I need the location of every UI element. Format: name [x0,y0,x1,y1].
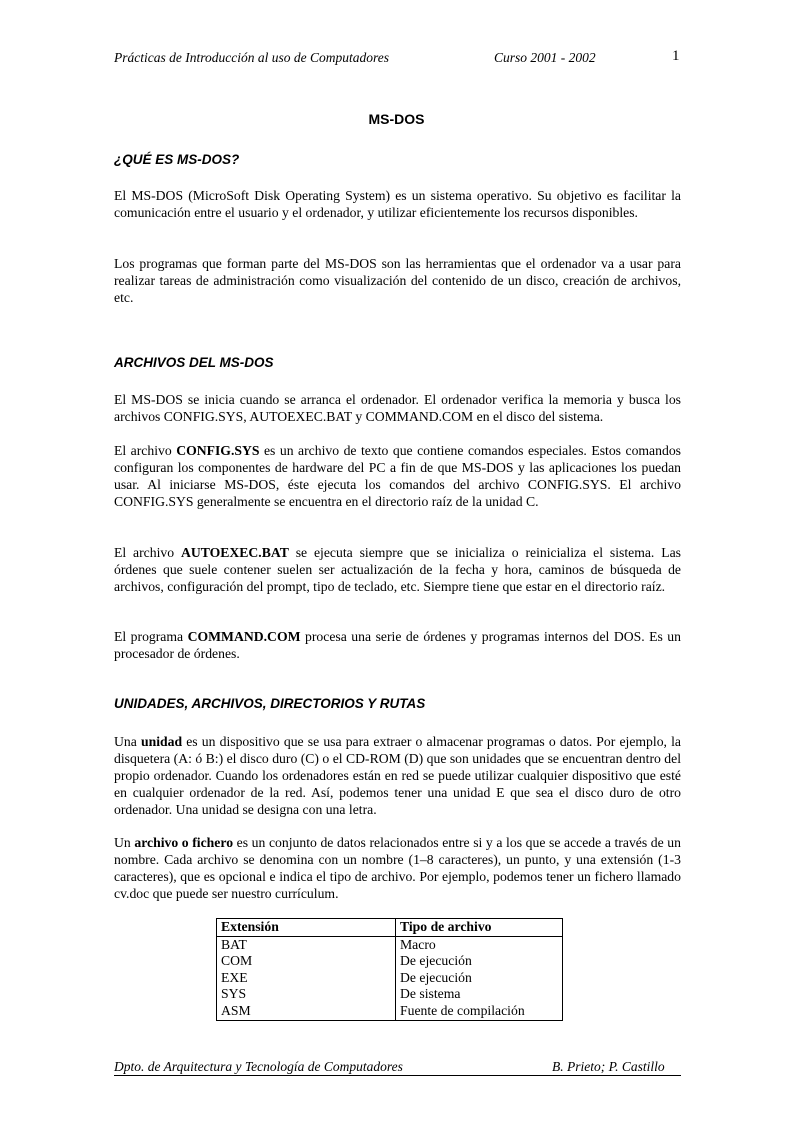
bold-term: AUTOEXEC.BAT [180,545,289,560]
table-cell: SYS [217,986,396,1003]
table-row [217,1003,563,1020]
table-row [217,936,563,953]
paragraph [114,442,681,510]
table-cell: De ejecución [396,953,563,970]
text-run: se ejecuta siempre que se inicializa o reinicializa el sistema. Las órdenes que suele contener suelen ser actualización de la fecha y hora, caminos de búsqueda de archivos, configuración del prompt, tipo de teclado, etc. Siempre tiene que estar en el directorio raíz. [114,545,681,594]
table-cell: EXE [217,970,396,987]
header-course: Curso 2001 - 2002 [494,50,596,65]
text-run: El archivo [114,545,181,560]
paragraph [114,733,681,818]
paragraph [114,544,681,595]
footer-divider [114,1075,681,1076]
paragraph [114,834,681,902]
table-cell: De ejecución [396,970,563,987]
table-cell: ASM [217,1003,396,1020]
text-run: es un dispositivo que se usa para extraer o almacenar programas o datos. Por ejemplo, la disquetera (A: ó B:) el disco duro (C) o el CD-ROM (D) que son unidades que se encuentran dentro del propio ordenador. Cuando los ordenadores están en red se puede utilizar cualquier dispositivo que esté en cualquier ordenador de la red. Así, podemos tener una unidad E que sea el disco duro de otro ordenador. Una unidad se designa con una letra. [114,734,682,817]
text-run: El programa [114,629,188,644]
table-row [217,986,563,1003]
text-run: El archivo [114,443,177,458]
bold-term: archivo o fichero [134,835,234,850]
bold-term: COMMAND.COM [187,629,301,644]
footer-authors: B. Prieto; P. Castillo [552,1059,665,1074]
paragraph: El MS-DOS se inicia cuando se arranca el ordenador. El ordenador verifica la memoria y busca los archivos CONFIG.SYS, AUTOEXEC.BAT y COMMAND.COM en el disco del sistema. [114,392,681,424]
table-row [217,953,563,970]
paragraph [114,628,681,662]
document-title: MS-DOS [368,111,425,127]
heading-unidades: UNIDADES, ARCHIVOS, DIRECTORIOS Y RUTAS [114,696,426,711]
text-run: Una [114,734,141,749]
table-cell: COM [217,953,396,970]
text-run: procesa una serie de órdenes y programas internos del DOS. Es un procesador de órdenes. [114,629,681,661]
page-number: 1 [672,48,680,64]
header-title: Prácticas de Introducción al uso de Computadores [114,50,389,65]
table-header-row [217,919,563,937]
table-header-cell: Tipo de archivo [396,919,563,937]
table-cell: Macro [396,936,563,953]
paragraph: Los programas que forman parte del MS-DOS son las herramientas que el ordenador va a usar para realizar tareas de administración como visualización del contenido de un disco, creación de archivos, etc. [114,256,681,305]
heading-archivos: ARCHIVOS DEL MS-DOS [114,355,274,370]
paragraph: El MS-DOS (MicroSoft Disk Operating System) es un sistema operativo. Su objetivo es facilitar la comunicación entre el usuario y el ordenador, y utilizar eficientemente los recursos disponibles. [114,188,681,220]
table-row [217,970,563,987]
table-cell: BAT [217,936,396,953]
heading-que-es: ¿QUÉ ES MS-DOS? [114,152,240,167]
text-run: Un [114,835,135,850]
table-cell: Fuente de compilación [396,1003,563,1020]
extension-table [216,918,563,1021]
text-run: es un archivo de texto que contiene comandos especiales. Estos comandos configuran los componentes de hardware del PC a fin de que MS-DOS y las aplicaciones los puedan usar. Al iniciarse MS-DOS, éste ejecuta los comandos del archivo CONFIG.SYS. El archivo CONFIG.SYS generalmente se encuentra en el directorio raíz de la unidad C. [114,443,681,509]
footer-department: Dpto. de Arquitectura y Tecnología de Computadores [114,1059,403,1074]
table-header-cell: Extensión [217,919,396,937]
bold-term: CONFIG.SYS [176,443,260,458]
table-cell: De sistema [396,986,563,1003]
bold-term: unidad [140,734,183,749]
text-run: es un conjunto de datos relacionados entre si y a los que se accede a través de un nombre. Cada archivo se denomina con un nombre (1–8 caracteres), un punto, y una extensión (1-3 caracteres), que es opcional e indica el tipo de archivo. Por ejemplo, podemos tener un fichero llamado cv.doc que puede ser nuestro currículum. [114,835,681,901]
